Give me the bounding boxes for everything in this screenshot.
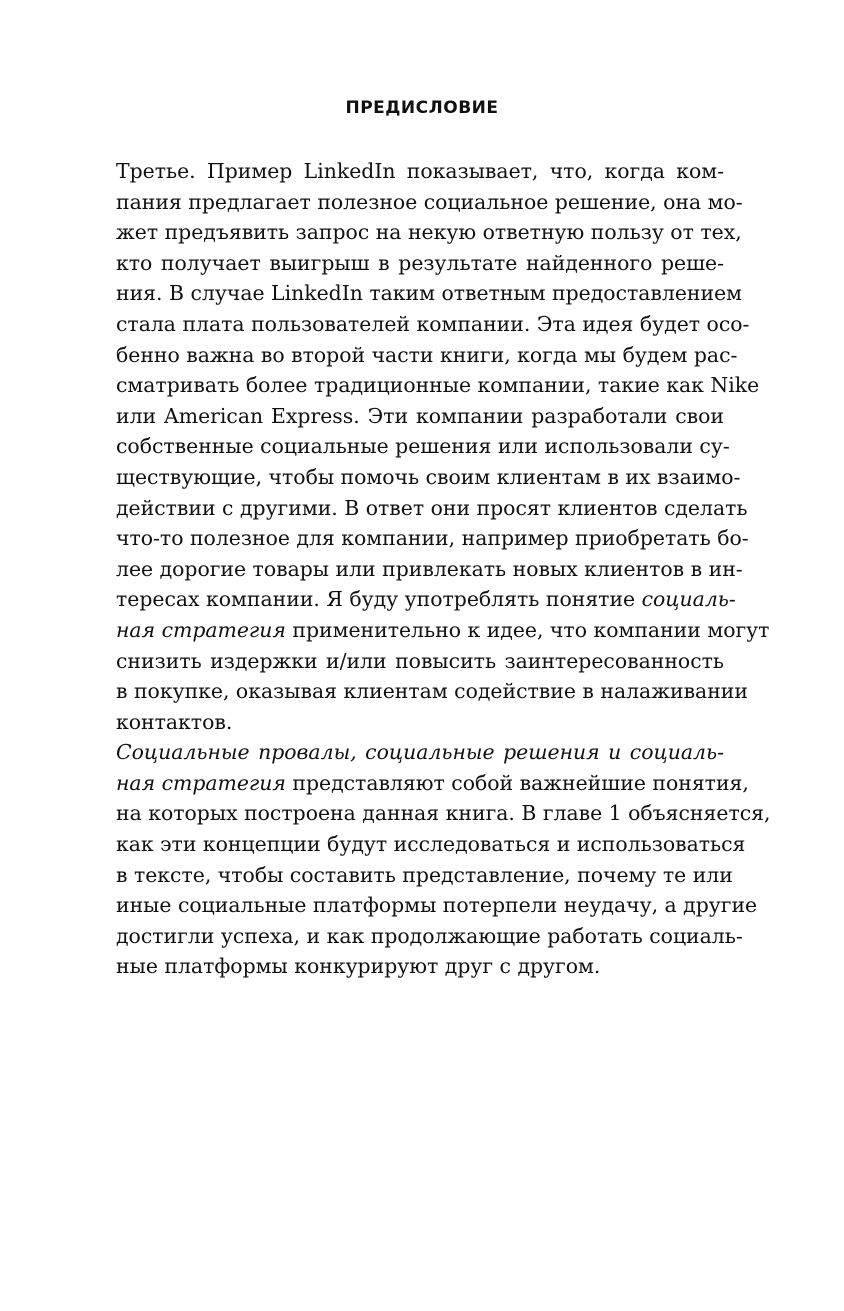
text-segment: снизить издержки и/или повысить заинтересованность xyxy=(116,648,724,673)
text-line xyxy=(116,187,743,218)
text-segment: контактов. xyxy=(116,709,233,734)
text-line xyxy=(116,462,741,493)
text-line xyxy=(116,401,724,432)
text-segment: на которых построена данная книга. В главе 1 объясняется, xyxy=(116,801,771,826)
text-segment: действии с другими. В ответ они просят клиентов сделать xyxy=(116,495,748,520)
text-segment: собственные социальные решения или использовали су- xyxy=(116,434,730,459)
text-segment: пания предлагает полезное социальное решение, она мо- xyxy=(116,189,743,214)
text-segment: или American Express. Эти компании разработали свои xyxy=(116,403,724,428)
text-line xyxy=(116,676,748,707)
text-line xyxy=(116,615,770,646)
text-segment: что-то полезное для компании, например приобретать бо- xyxy=(116,526,749,551)
text-segment: кто получает выигрыш в результате найденного реше- xyxy=(116,250,724,275)
text-segment: достигли успеха, и как продолжающие работать социаль- xyxy=(116,923,743,948)
text-line xyxy=(116,493,748,524)
text-line xyxy=(116,646,724,677)
text-segment: сматривать более традиционные компании, такие как Nike xyxy=(116,373,760,398)
text-line xyxy=(116,951,724,982)
text-line xyxy=(116,309,750,340)
text-line xyxy=(116,707,724,738)
text-line xyxy=(116,737,724,768)
text-line xyxy=(116,860,733,891)
paragraph-1 xyxy=(116,156,770,737)
text-line xyxy=(116,523,749,554)
text-segment: тересах компании. Я буду употреблять понятие xyxy=(116,587,642,612)
text-segment: как эти концепции будут исследоваться и использоваться xyxy=(116,832,746,857)
text-segment: в тексте, чтобы составить представление, почему те или xyxy=(116,862,733,887)
text-line xyxy=(116,156,724,187)
text-segment: иные социальные платформы потерпели неудачу, а другие xyxy=(116,893,758,918)
italic-term: Социальные провалы, социальные решения и социаль- xyxy=(116,740,724,765)
text-segment: жет предъявить запрос на некую ответную пользу от тех, xyxy=(116,220,742,245)
text-segment: ществующие, чтобы помочь своим клиентам в их взаимо- xyxy=(116,464,741,489)
text-segment: бенно важна во второй части книги, когда мы будем рас- xyxy=(116,342,738,367)
text-line xyxy=(116,584,736,615)
text-line xyxy=(116,554,743,585)
text-line xyxy=(116,248,724,279)
text-line xyxy=(116,921,743,952)
text-line xyxy=(116,370,760,401)
text-line xyxy=(116,890,758,921)
text-line xyxy=(116,278,743,309)
running-head: ПРЕДИСЛОВИЕ xyxy=(345,98,499,118)
text-segment: лее дорогие товары или привлекать новых клиентов в ин- xyxy=(116,556,743,581)
text-segment: в покупке, оказывая клиентам содействие в налаживании xyxy=(116,679,748,704)
text-segment: ния. В случае LinkedIn таким ответным предоставлением xyxy=(116,281,743,306)
text-segment: применительно к идее, что компании могут xyxy=(285,617,770,642)
text-line xyxy=(116,217,742,248)
italic-term: ная стратегия xyxy=(116,770,286,795)
body-text xyxy=(116,156,771,982)
text-line xyxy=(116,798,771,829)
paragraph-2 xyxy=(116,737,771,982)
text-segment: стала плата пользователей компании. Эта идея будет осо- xyxy=(116,311,750,336)
text-line xyxy=(116,340,738,371)
italic-term: ная стратегия xyxy=(116,617,286,642)
text-line xyxy=(116,768,749,799)
italic-term: социаль- xyxy=(641,587,736,612)
text-line xyxy=(116,829,746,860)
text-line xyxy=(116,431,730,462)
text-segment: Третье. Пример LinkedIn показывает, что, когда ком- xyxy=(116,159,724,183)
text-segment: ные платформы конкурируют друг с другом. xyxy=(116,954,601,979)
text-segment: представляют собой важнейшие понятия, xyxy=(285,770,749,795)
